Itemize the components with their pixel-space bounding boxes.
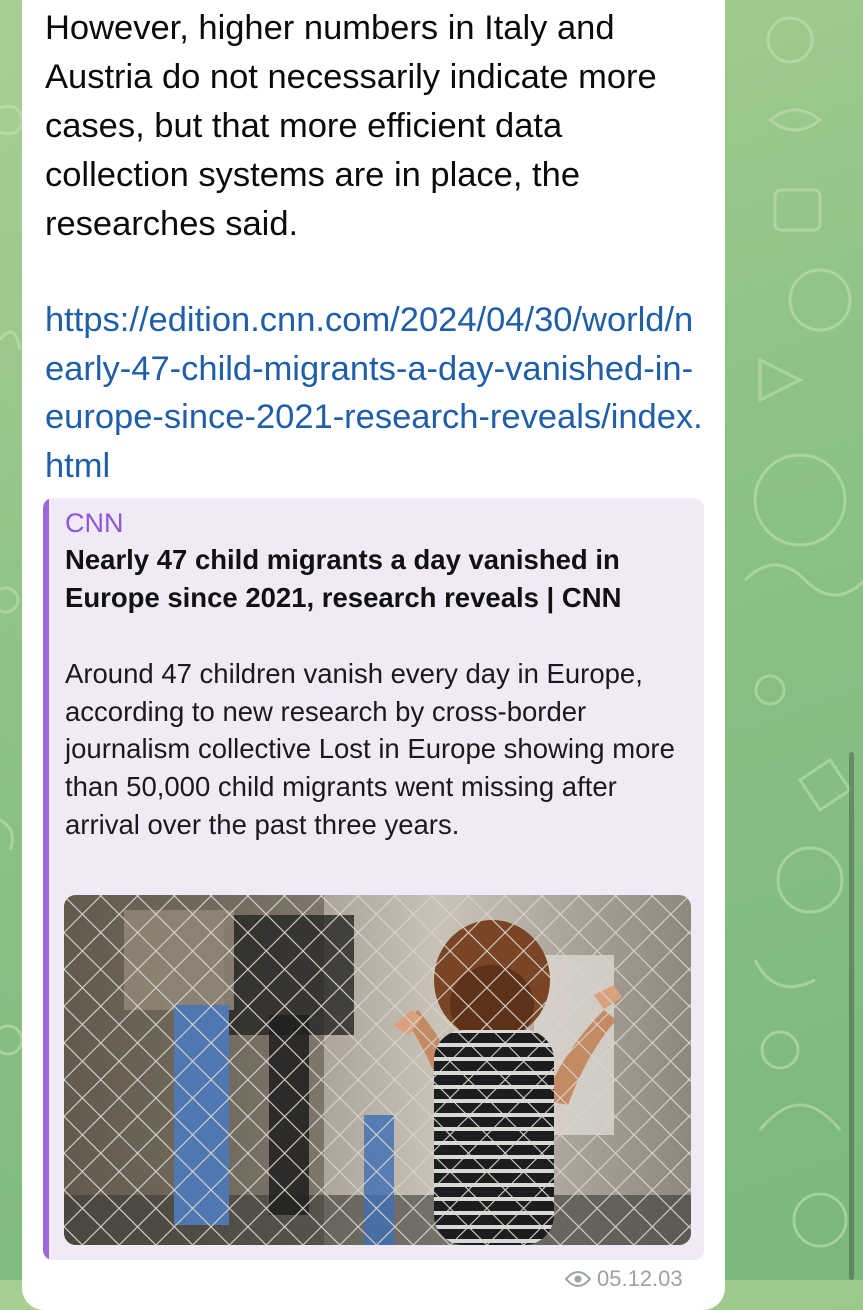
message-meta xyxy=(565,1266,683,1292)
eye-icon xyxy=(565,1271,591,1287)
article-link[interactable]: https://edition.cnn.com/2024/04/30/world/nearly-47-child-migrants-a-day-vanished-in-europe-since-2021-research-reveals/index.html xyxy=(45,301,703,485)
preview-accent-bar xyxy=(43,498,49,1260)
preview-site-name: CNN xyxy=(65,508,124,538)
message-text: However, higher numbers in Italy and Austria do not necessarily indicate more cases, but that more efficient data collection systems are in place, the researches said. xyxy=(45,9,657,243)
preview-description: Around 47 children vanish every day in Europe, according to new research by cross-border journalism collective Lost in Europe showing more than 50,000 child migrants went missing after arrival over the past three years. xyxy=(65,658,675,840)
link-preview-card[interactable] xyxy=(43,498,704,1260)
scrollbar[interactable] xyxy=(849,752,854,1280)
preview-image[interactable] xyxy=(64,895,691,1245)
message-time: 05.12.03 xyxy=(597,1266,683,1291)
preview-title: Nearly 47 child migrants a day vanished in Europe since 2021, research reveals | CNN xyxy=(65,544,622,613)
photo-child-at-fence-icon xyxy=(64,895,691,1245)
